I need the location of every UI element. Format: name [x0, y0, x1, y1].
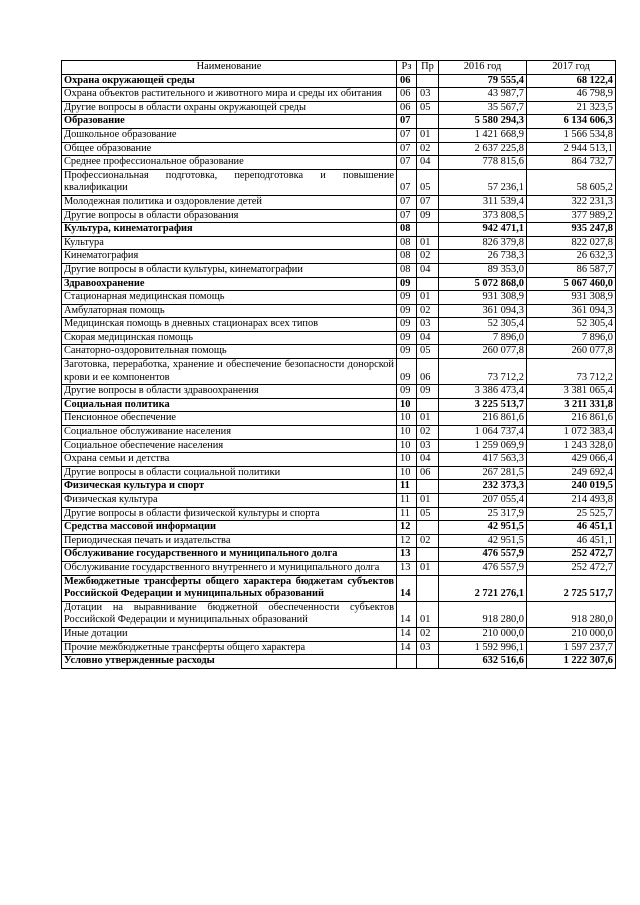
value-2017-cell: 252 472,7 [527, 561, 616, 575]
value-2017-cell: 1 566 534,8 [527, 128, 616, 142]
name-cell: Профессиональная подготовка, переподготовка и повышение квалификации [62, 169, 397, 195]
rz-cell: 10 [397, 398, 417, 412]
value-2016-cell: 311 539,4 [439, 195, 527, 209]
name-cell: Охрана окружающей среды [62, 74, 397, 88]
rz-cell: 07 [397, 142, 417, 156]
name-cell: Скорая медицинская помощь [62, 331, 397, 345]
rz-cell: 07 [397, 169, 417, 195]
name-cell: Заготовка, переработка, хранение и обеспечение безопасности донорской крови и ее компонентов [62, 359, 397, 385]
table-row [62, 128, 616, 142]
name-cell: Охрана семьи и детства [62, 453, 397, 467]
pr-cell: 01 [417, 412, 439, 426]
table-row [62, 385, 616, 399]
value-2017-cell: 86 587,7 [527, 263, 616, 277]
name-cell: Здравоохранение [62, 277, 397, 291]
name-cell: Культура, кинематография [62, 223, 397, 237]
value-2016-cell: 216 861,6 [439, 412, 527, 426]
rz-cell: 08 [397, 263, 417, 277]
rz-cell: 09 [397, 385, 417, 399]
name-cell: Физическая культура [62, 494, 397, 508]
value-2016-cell: 1 421 668,9 [439, 128, 527, 142]
value-2017-cell: 26 632,3 [527, 250, 616, 264]
rz-cell: 09 [397, 318, 417, 332]
pr-cell: 02 [417, 627, 439, 641]
table-row [62, 601, 616, 627]
name-cell: Дотации на выравнивание бюджетной обеспеченности субъектов Российской Федерации и муниципальных образований [62, 601, 397, 627]
table-row-section [62, 548, 616, 562]
value-2017-cell: 864 732,7 [527, 156, 616, 170]
value-2016-cell: 2 637 225,8 [439, 142, 527, 156]
value-2016-cell: 89 353,0 [439, 263, 527, 277]
value-2016-cell: 79 555,4 [439, 74, 527, 88]
rz-cell: 07 [397, 115, 417, 129]
table-row [62, 331, 616, 345]
name-cell: Периодическая печать и издательства [62, 534, 397, 548]
pr-cell: 02 [417, 142, 439, 156]
pr-cell: 01 [417, 601, 439, 627]
name-cell: Обслуживание государственного внутреннего и муниципального долга [62, 561, 397, 575]
pr-cell [417, 115, 439, 129]
table-row [62, 195, 616, 209]
value-2017-cell: 3 381 065,4 [527, 385, 616, 399]
pr-cell: 05 [417, 507, 439, 521]
table-row [62, 101, 616, 115]
value-2017-cell: 935 247,8 [527, 223, 616, 237]
pr-cell: 09 [417, 209, 439, 223]
table-row [62, 426, 616, 440]
column-header-pr: Пр [417, 61, 439, 75]
pr-cell [417, 521, 439, 535]
pr-cell: 01 [417, 236, 439, 250]
value-2017-cell: 5 067 460,0 [527, 277, 616, 291]
value-2017-cell: 249 692,4 [527, 466, 616, 480]
rz-cell: 06 [397, 74, 417, 88]
value-2017-cell: 322 231,3 [527, 195, 616, 209]
value-2016-cell: 260 077,8 [439, 345, 527, 359]
value-2017-cell: 46 451,1 [527, 534, 616, 548]
rz-cell: 14 [397, 601, 417, 627]
value-2017-cell: 822 027,8 [527, 236, 616, 250]
table-row [62, 209, 616, 223]
rz-cell: 06 [397, 101, 417, 115]
rz-cell: 07 [397, 195, 417, 209]
pr-cell: 04 [417, 263, 439, 277]
value-2016-cell: 632 516,6 [439, 655, 527, 669]
value-2016-cell: 476 557,9 [439, 548, 527, 562]
pr-cell: 03 [417, 88, 439, 102]
value-2017-cell: 252 472,7 [527, 548, 616, 562]
table-row [62, 466, 616, 480]
table-row-section [62, 115, 616, 129]
value-2016-cell: 35 567,7 [439, 101, 527, 115]
table-row [62, 534, 616, 548]
value-2016-cell: 1 259 069,9 [439, 439, 527, 453]
value-2016-cell: 942 471,1 [439, 223, 527, 237]
table-row [62, 156, 616, 170]
name-cell: Кинематография [62, 250, 397, 264]
name-cell: Социальная политика [62, 398, 397, 412]
name-cell: Среднее профессиональное образование [62, 156, 397, 170]
name-cell: Медицинская помощь в дневных стационарах всех типов [62, 318, 397, 332]
rz-cell: 10 [397, 466, 417, 480]
name-cell: Стационарная медицинская помощь [62, 291, 397, 305]
value-2016-cell: 918 280,0 [439, 601, 527, 627]
value-2016-cell: 5 580 294,3 [439, 115, 527, 129]
rz-cell: 09 [397, 291, 417, 305]
value-2016-cell: 417 563,3 [439, 453, 527, 467]
value-2016-cell: 52 305,4 [439, 318, 527, 332]
name-cell: Общее образование [62, 142, 397, 156]
value-2017-cell: 377 989,2 [527, 209, 616, 223]
pr-cell: 04 [417, 331, 439, 345]
value-2017-cell: 46 798,9 [527, 88, 616, 102]
rz-cell: 14 [397, 641, 417, 655]
value-2017-cell: 2 944 513,1 [527, 142, 616, 156]
pr-cell: 03 [417, 439, 439, 453]
pr-cell: 06 [417, 359, 439, 385]
rz-cell: 07 [397, 209, 417, 223]
pr-cell: 03 [417, 641, 439, 655]
table-body [62, 74, 616, 668]
pr-cell: 02 [417, 534, 439, 548]
table-row [62, 236, 616, 250]
name-cell: Другие вопросы в области охраны окружающей среды [62, 101, 397, 115]
table-row [62, 627, 616, 641]
value-2016-cell: 73 712,2 [439, 359, 527, 385]
table-row [62, 561, 616, 575]
pr-cell: 02 [417, 250, 439, 264]
rz-cell: 14 [397, 575, 417, 601]
pr-cell [417, 277, 439, 291]
rz-cell: 11 [397, 507, 417, 521]
value-2017-cell: 260 077,8 [527, 345, 616, 359]
value-2017-cell: 429 066,4 [527, 453, 616, 467]
name-cell: Социальное обеспечение населения [62, 439, 397, 453]
value-2016-cell: 57 236,1 [439, 169, 527, 195]
value-2017-cell: 6 134 606,3 [527, 115, 616, 129]
pr-cell [417, 575, 439, 601]
pr-cell [417, 655, 439, 669]
table-row [62, 291, 616, 305]
rz-cell: 13 [397, 548, 417, 562]
value-2016-cell: 3 386 473,4 [439, 385, 527, 399]
table-row [62, 169, 616, 195]
name-cell: Прочие межбюджетные трансферты общего характера [62, 641, 397, 655]
name-cell: Образование [62, 115, 397, 129]
rz-cell: 08 [397, 223, 417, 237]
table-row-section [62, 575, 616, 601]
column-header-2016: 2016 год [439, 61, 527, 75]
value-2017-cell: 25 525,7 [527, 507, 616, 521]
column-header-2017: 2017 год [527, 61, 616, 75]
budget-table [61, 60, 616, 669]
pr-cell: 05 [417, 169, 439, 195]
table-row [62, 412, 616, 426]
pr-cell: 05 [417, 101, 439, 115]
value-2016-cell: 1 064 737,4 [439, 426, 527, 440]
table-row [62, 494, 616, 508]
value-2016-cell: 267 281,5 [439, 466, 527, 480]
pr-cell: 05 [417, 345, 439, 359]
value-2017-cell: 58 605,2 [527, 169, 616, 195]
table-row [62, 250, 616, 264]
value-2017-cell: 52 305,4 [527, 318, 616, 332]
pr-cell [417, 480, 439, 494]
rz-cell: 10 [397, 439, 417, 453]
value-2017-cell: 361 094,3 [527, 304, 616, 318]
name-cell: Другие вопросы в области социальной политики [62, 466, 397, 480]
rz-cell: 09 [397, 304, 417, 318]
pr-cell: 03 [417, 318, 439, 332]
table-row-section [62, 277, 616, 291]
value-2017-cell: 918 280,0 [527, 601, 616, 627]
pr-cell: 01 [417, 561, 439, 575]
value-2016-cell: 931 308,9 [439, 291, 527, 305]
table-row [62, 88, 616, 102]
value-2016-cell: 2 721 276,1 [439, 575, 527, 601]
value-2017-cell: 7 896,0 [527, 331, 616, 345]
pr-cell: 04 [417, 453, 439, 467]
name-cell: Обслуживание государственного и муниципального долга [62, 548, 397, 562]
pr-cell: 01 [417, 128, 439, 142]
pr-cell: 04 [417, 156, 439, 170]
value-2016-cell: 5 072 868,0 [439, 277, 527, 291]
value-2016-cell: 25 317,9 [439, 507, 527, 521]
rz-cell: 11 [397, 480, 417, 494]
value-2016-cell: 210 000,0 [439, 627, 527, 641]
name-cell: Культура [62, 236, 397, 250]
table-row [62, 345, 616, 359]
name-cell: Молодежная политика и оздоровление детей [62, 195, 397, 209]
value-2016-cell: 207 055,4 [439, 494, 527, 508]
rz-cell: 08 [397, 250, 417, 264]
name-cell: Амбулаторная помощь [62, 304, 397, 318]
value-2016-cell: 373 808,5 [439, 209, 527, 223]
name-cell: Дошкольное образование [62, 128, 397, 142]
table-row-section [62, 655, 616, 669]
name-cell: Другие вопросы в области здравоохранения [62, 385, 397, 399]
pr-cell [417, 74, 439, 88]
pr-cell: 02 [417, 304, 439, 318]
rz-cell: 10 [397, 426, 417, 440]
pr-cell: 01 [417, 291, 439, 305]
rz-cell: 07 [397, 128, 417, 142]
table-header-row [62, 61, 616, 75]
value-2017-cell: 931 308,9 [527, 291, 616, 305]
rz-cell: 14 [397, 627, 417, 641]
value-2016-cell: 26 738,3 [439, 250, 527, 264]
name-cell: Условно утвержденные расходы [62, 655, 397, 669]
rz-cell: 11 [397, 494, 417, 508]
rz-cell [397, 655, 417, 669]
table-row-section [62, 521, 616, 535]
name-cell: Санаторно-оздоровительная помощь [62, 345, 397, 359]
name-cell: Другие вопросы в области образования [62, 209, 397, 223]
name-cell: Физическая культура и спорт [62, 480, 397, 494]
pr-cell: 02 [417, 426, 439, 440]
table-row-section [62, 480, 616, 494]
pr-cell: 06 [417, 466, 439, 480]
rz-cell: 09 [397, 359, 417, 385]
table-row [62, 142, 616, 156]
value-2016-cell: 43 987,7 [439, 88, 527, 102]
value-2017-cell: 2 725 517,7 [527, 575, 616, 601]
rz-cell: 09 [397, 277, 417, 291]
name-cell: Межбюджетные трансферты общего характера бюджетам субъектов Российской Федерации и муниципальных образований [62, 575, 397, 601]
rz-cell: 09 [397, 331, 417, 345]
value-2017-cell: 46 451,1 [527, 521, 616, 535]
value-2016-cell: 826 379,8 [439, 236, 527, 250]
rz-cell: 12 [397, 534, 417, 548]
pr-cell [417, 223, 439, 237]
value-2017-cell: 214 493,8 [527, 494, 616, 508]
value-2017-cell: 68 122,4 [527, 74, 616, 88]
table-row [62, 304, 616, 318]
value-2016-cell: 232 373,3 [439, 480, 527, 494]
value-2016-cell: 778 815,6 [439, 156, 527, 170]
table-row-section [62, 74, 616, 88]
table-row-section [62, 398, 616, 412]
rz-cell: 06 [397, 88, 417, 102]
value-2016-cell: 1 592 996,1 [439, 641, 527, 655]
table-row [62, 439, 616, 453]
rz-cell: 12 [397, 521, 417, 535]
pr-cell [417, 548, 439, 562]
table-row [62, 359, 616, 385]
value-2017-cell: 73 712,2 [527, 359, 616, 385]
value-2016-cell: 361 094,3 [439, 304, 527, 318]
name-cell: Социальное обслуживание населения [62, 426, 397, 440]
name-cell: Иные дотации [62, 627, 397, 641]
value-2017-cell: 1 243 328,0 [527, 439, 616, 453]
table-row [62, 318, 616, 332]
value-2016-cell: 42 951,5 [439, 534, 527, 548]
value-2017-cell: 3 211 331,8 [527, 398, 616, 412]
pr-cell: 01 [417, 494, 439, 508]
rz-cell: 10 [397, 453, 417, 467]
rz-cell: 10 [397, 412, 417, 426]
value-2016-cell: 7 896,0 [439, 331, 527, 345]
column-header-name: Наименование [62, 61, 397, 75]
table-row [62, 641, 616, 655]
pr-cell: 09 [417, 385, 439, 399]
table-row [62, 453, 616, 467]
value-2016-cell: 3 225 513,7 [439, 398, 527, 412]
table-row-section [62, 223, 616, 237]
column-header-rz: Рз [397, 61, 417, 75]
value-2016-cell: 476 557,9 [439, 561, 527, 575]
value-2017-cell: 21 323,5 [527, 101, 616, 115]
name-cell: Средства массовой информации [62, 521, 397, 535]
name-cell: Охрана объектов растительного и животного мира и среды их обитания [62, 88, 397, 102]
name-cell: Другие вопросы в области физической культуры и спорта [62, 507, 397, 521]
value-2017-cell: 1 597 237,7 [527, 641, 616, 655]
value-2016-cell: 42 951,5 [439, 521, 527, 535]
pr-cell [417, 398, 439, 412]
name-cell: Другие вопросы в области культуры, кинематографии [62, 263, 397, 277]
table-row [62, 507, 616, 521]
value-2017-cell: 1 072 383,4 [527, 426, 616, 440]
value-2017-cell: 216 861,6 [527, 412, 616, 426]
table-row [62, 263, 616, 277]
rz-cell: 08 [397, 236, 417, 250]
value-2017-cell: 1 222 307,6 [527, 655, 616, 669]
value-2017-cell: 240 019,5 [527, 480, 616, 494]
value-2017-cell: 210 000,0 [527, 627, 616, 641]
rz-cell: 07 [397, 156, 417, 170]
budget-document [61, 60, 615, 669]
rz-cell: 13 [397, 561, 417, 575]
rz-cell: 09 [397, 345, 417, 359]
pr-cell: 07 [417, 195, 439, 209]
name-cell: Пенсионное обеспечение [62, 412, 397, 426]
